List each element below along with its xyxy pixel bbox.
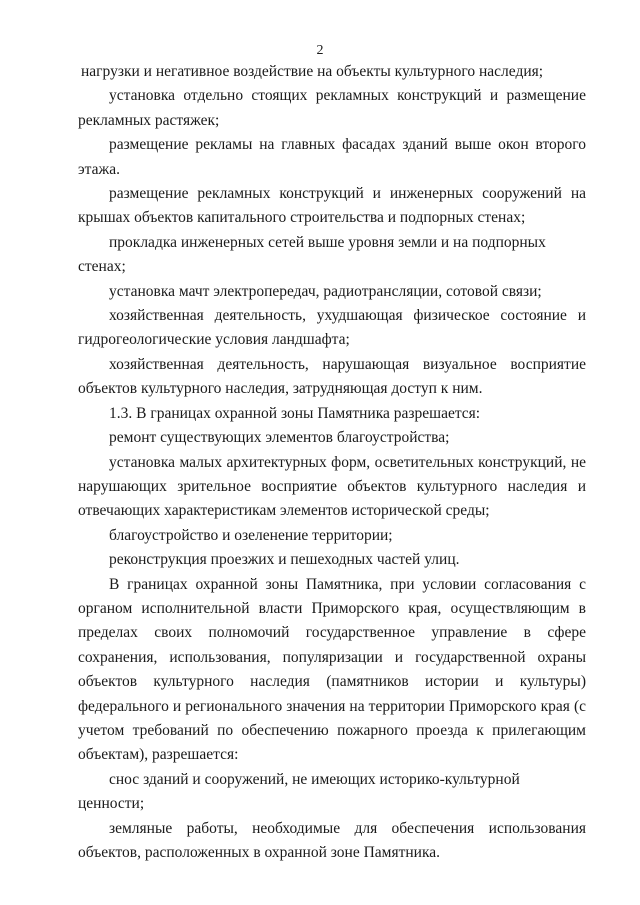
paragraph-2: установка отдельно стоящих рекламных конструкций и размещение рекламных растяжек; <box>78 87 586 129</box>
paragraph-10: ремонт существующих элементов благоустройства; <box>109 429 450 447</box>
paragraph-12: благоустройство и озеленение территории; <box>109 526 393 544</box>
section-heading-1-3: 1.3. В границах охранной зоны Памятника разрешается: <box>109 404 481 422</box>
paragraph-5: прокладка инженерных сетей выше уровня земли и на подпорных стенах; <box>78 233 546 276</box>
paragraph-14: В границах охранной зоны Памятника, при условии согласования с органом исполнительной власти Приморского края, осуществляющим в пределах своих полномочий государственное управление в сфере сохранения, использования, популяризации и государственной охраны объектов культурного наследия (памятников истории и культуры) федерального и регионального значения на территории Приморского края (с учетом требований по обеспечению пожарного проезда к прилегающим объектам), разрешается: <box>78 575 586 764</box>
paragraph-16: земляные работы, необходимые для обеспечения использования объектов, расположенных в охранной зоне Памятника. <box>78 819 586 861</box>
paragraph-6: установка мачт электропередач, радиотрансляции, сотовой связи; <box>109 282 542 300</box>
page-number: 2 <box>316 43 324 58</box>
paragraph-4: размещение рекламных конструкций и инженерных сооружений на крышах объектов капитального строительства и подпорных стенах; <box>78 185 586 227</box>
paragraph-11: установка малых архитектурных форм, осветительных конструкций, не нарушающих зрительное восприятие объектов культурного наследия и отвечающих характеристикам элементов исторической среды; <box>78 453 586 520</box>
paragraph-7: хозяйственная деятельность, ухудшающая физическое состояние и гидрогеологические условия ландшафта; <box>78 307 586 349</box>
document-body <box>78 60 586 865</box>
paragraph-15: снос зданий и сооружений, не имеющих историко-культурной ценности; <box>78 770 520 813</box>
paragraph-8: хозяйственная деятельность, нарушающая визуальное восприятие объектов культурного наследия, затрудняющая доступ к ним. <box>78 355 586 398</box>
paragraph-3: размещение рекламы на главных фасадах зданий выше окон второго этажа. <box>78 136 586 178</box>
paragraph-1: нагрузки и негативное воздействие на объекты культурного наследия; <box>81 63 544 80</box>
paragraph-13: реконструкция проезжих и пешеходных частей улиц. <box>109 551 460 569</box>
